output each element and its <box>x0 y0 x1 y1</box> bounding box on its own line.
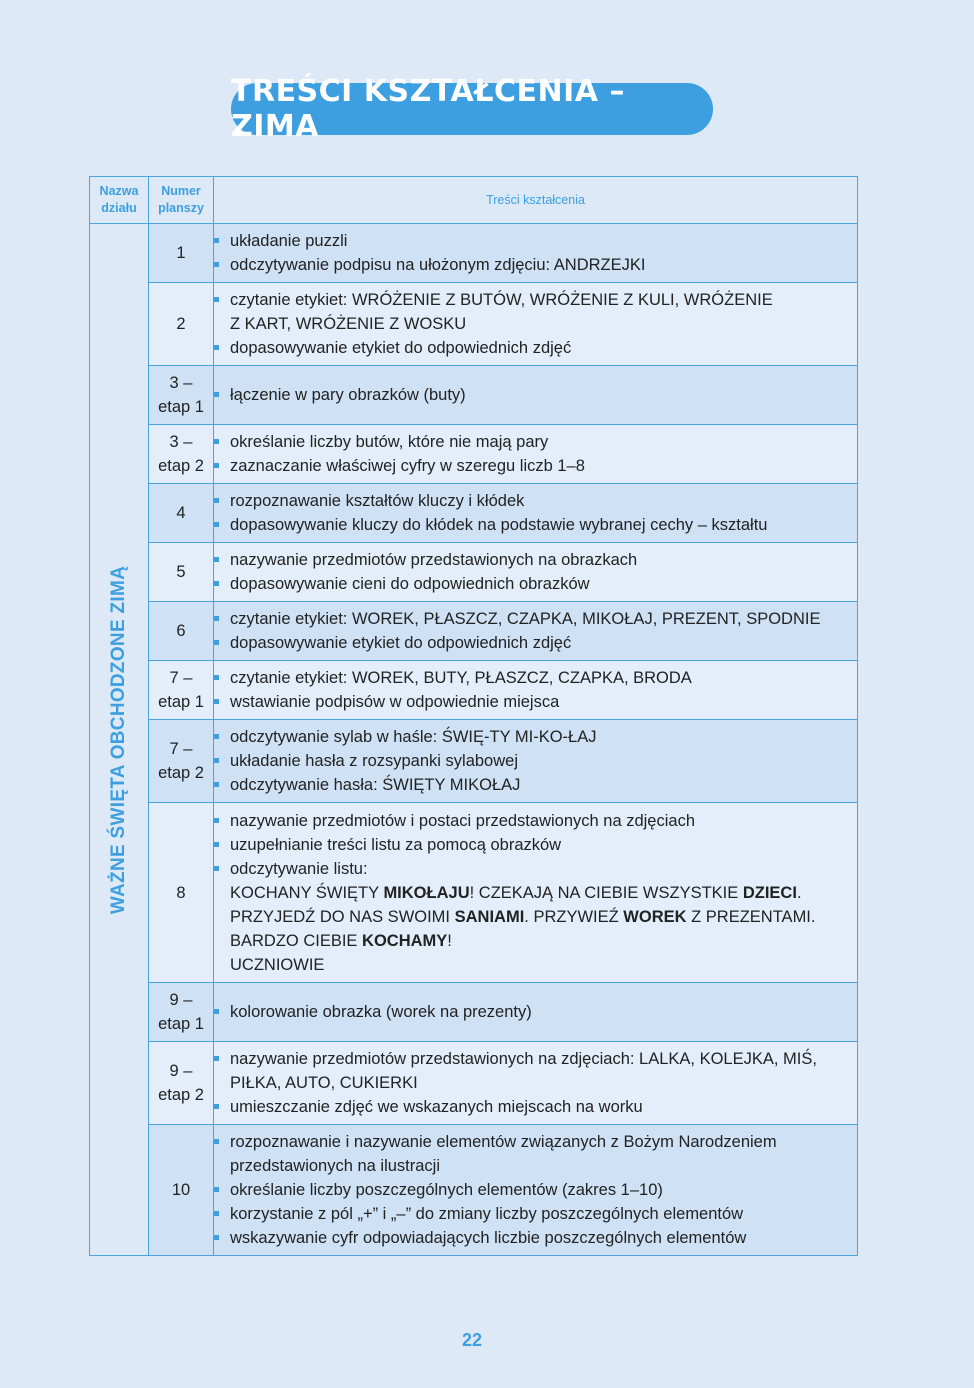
list-item: nazywanie przedmiotów i postaci przedstawionych na zdjęciach <box>214 809 857 833</box>
list-item: kolorowanie obrazka (worek na prezenty) <box>214 1000 857 1024</box>
letter-line: PRZYJEDŹ DO NAS SWOIMI SANIAMI. PRZYWIEŹ WOREK Z PREZENTAMI. <box>230 907 816 926</box>
list-item: określanie liczby poszczególnych elementów (zakres 1–10) <box>214 1178 857 1202</box>
table-row <box>90 661 858 720</box>
board-number: 2 <box>149 283 214 366</box>
list-item: odczytywanie sylab w haśle: ŚWIĘ-TY MI-KO-ŁAJ <box>214 725 857 749</box>
header-board-number: Numer planszy <box>149 177 214 224</box>
board-number: 5 <box>149 543 214 602</box>
list-item: łączenie w pary obrazków (buty) <box>214 383 857 407</box>
table-row <box>90 803 858 983</box>
list-item: układanie hasła z rozsypanki sylabowej <box>214 749 857 773</box>
table-row <box>90 602 858 661</box>
content-cell <box>214 1042 858 1125</box>
section-name: WAŻNE ŚWIĘTA OBCHODZONE ZIMĄ <box>108 565 129 914</box>
board-number: 6 <box>149 602 214 661</box>
list-item: określanie liczby butów, które nie mają pary <box>214 430 857 454</box>
table-row <box>90 425 858 484</box>
table-row <box>90 283 858 366</box>
letter-line: BARDZO CIEBIE KOCHAMY! <box>230 931 452 950</box>
list-item: nazywanie przedmiotów przedstawionych na obrazkach <box>214 548 857 572</box>
content-cell <box>214 484 858 543</box>
list-item: wskazywanie cyfr odpowiadających liczbie poszczególnych elementów <box>214 1226 857 1250</box>
list-item: czytanie etykiet: WOREK, BUTY, PŁASZCZ, CZAPKA, BRODA <box>214 666 857 690</box>
list-item: czytanie etykiet: WRÓŻENIE Z BUTÓW, WRÓŻENIE Z KULI, WRÓŻENIE Z KART, WRÓŻENIE Z WOSKU <box>214 288 857 336</box>
list-item: układanie puzzli <box>214 229 857 253</box>
page-number: 22 <box>461 1330 483 1350</box>
table-row <box>90 720 858 803</box>
table-row <box>90 1042 858 1125</box>
letter-line: KOCHANY ŚWIĘTY MIKOŁAJU! CZEKAJĄ NA CIEBIE WSZYSTKIE DZIECI. <box>230 883 802 902</box>
content-cell <box>214 720 858 803</box>
list-item: dopasowywanie kluczy do kłódek na podstawie wybranej cechy – kształtu <box>214 513 857 537</box>
content-cell <box>214 425 858 484</box>
list-item: dopasowywanie etykiet do odpowiednich zdjęć <box>214 631 857 655</box>
content-cell <box>214 803 858 983</box>
list-item: umieszczanie zdjęć we wskazanych miejscach na worku <box>214 1095 857 1119</box>
content-table <box>89 176 858 1256</box>
table-row <box>90 543 858 602</box>
table-row <box>90 366 858 425</box>
content-cell <box>214 602 858 661</box>
board-number: 4 <box>149 484 214 543</box>
list-item: rozpoznawanie kształtów kluczy i kłódek <box>214 489 857 513</box>
content-cell <box>214 983 858 1042</box>
board-number: 3 – etap 1 <box>149 366 214 425</box>
list-item: dopasowywanie etykiet do odpowiednich zdjęć <box>214 336 857 360</box>
header-section-name: Nazwa działu <box>90 177 149 224</box>
content-cell <box>214 283 858 366</box>
list-item: odczytywanie hasła: ŚWIĘTY MIKOŁAJ <box>214 773 857 797</box>
board-number: 9 – etap 2 <box>149 1042 214 1125</box>
table-row <box>90 983 858 1042</box>
content-cell <box>214 1125 858 1256</box>
table-header-row <box>90 177 858 224</box>
list-item: uzupełnianie treści listu za pomocą obrazków <box>214 833 857 857</box>
list-item: wstawianie podpisów w odpowiednie miejsca <box>214 690 857 714</box>
list-item: odczytywanie podpisu na ułożonym zdjęciu: ANDRZEJKI <box>214 253 857 277</box>
list-item: rozpoznawanie i nazywanie elementów związanych z Bożym Narodzeniem przedstawionych na ilustracji <box>214 1130 857 1178</box>
table-row <box>90 484 858 543</box>
list-item: dopasowywanie cieni do odpowiednich obrazków <box>214 572 857 596</box>
content-cell <box>214 543 858 602</box>
board-number: 7 – etap 1 <box>149 661 214 720</box>
content-cell <box>214 661 858 720</box>
board-number: 8 <box>149 803 214 983</box>
list-item: nazywanie przedmiotów przedstawionych na zdjęciach: LALKA, KOLEJKA, MIŚ, PIŁKA, AUTO, CUKIERKI <box>214 1047 857 1095</box>
board-number: 7 – etap 2 <box>149 720 214 803</box>
board-number: 1 <box>149 224 214 283</box>
board-number: 3 – etap 2 <box>149 425 214 484</box>
letter-line: UCZNIOWIE <box>230 955 325 974</box>
table-row <box>90 1125 858 1256</box>
list-item: zaznaczanie właściwej cyfry w szeregu liczb 1–8 <box>214 454 857 478</box>
section-cell <box>90 224 149 1256</box>
header-content: Treści kształcenia <box>214 177 858 224</box>
list-item: czytanie etykiet: WOREK, PŁASZCZ, CZAPKA, MIKOŁAJ, PREZENT, SPODNIE <box>214 607 857 631</box>
table-row <box>90 224 858 283</box>
page-title: TREŚCI KSZTAŁCENIA – ZIMA <box>231 83 713 135</box>
board-number: 10 <box>149 1125 214 1256</box>
content-cell <box>214 366 858 425</box>
list-item: korzystanie z pól „+” i „–” do zmiany liczby poszczególnych elementów <box>214 1202 857 1226</box>
list-item: odczytywanie listu: KOCHANY ŚWIĘTY MIKOŁAJU! CZEKAJĄ NA CIEBIE WSZYSTKIE DZIECI. PRZYJEDŹ DO NAS SWOIMI SANIAMI. PRZYWIEŹ WOREK Z PREZENTAMI. BARDZO CIEBIE KOCHAMY! UCZNIOWIE <box>214 857 857 977</box>
board-number: 9 – etap 1 <box>149 983 214 1042</box>
content-cell <box>214 224 858 283</box>
